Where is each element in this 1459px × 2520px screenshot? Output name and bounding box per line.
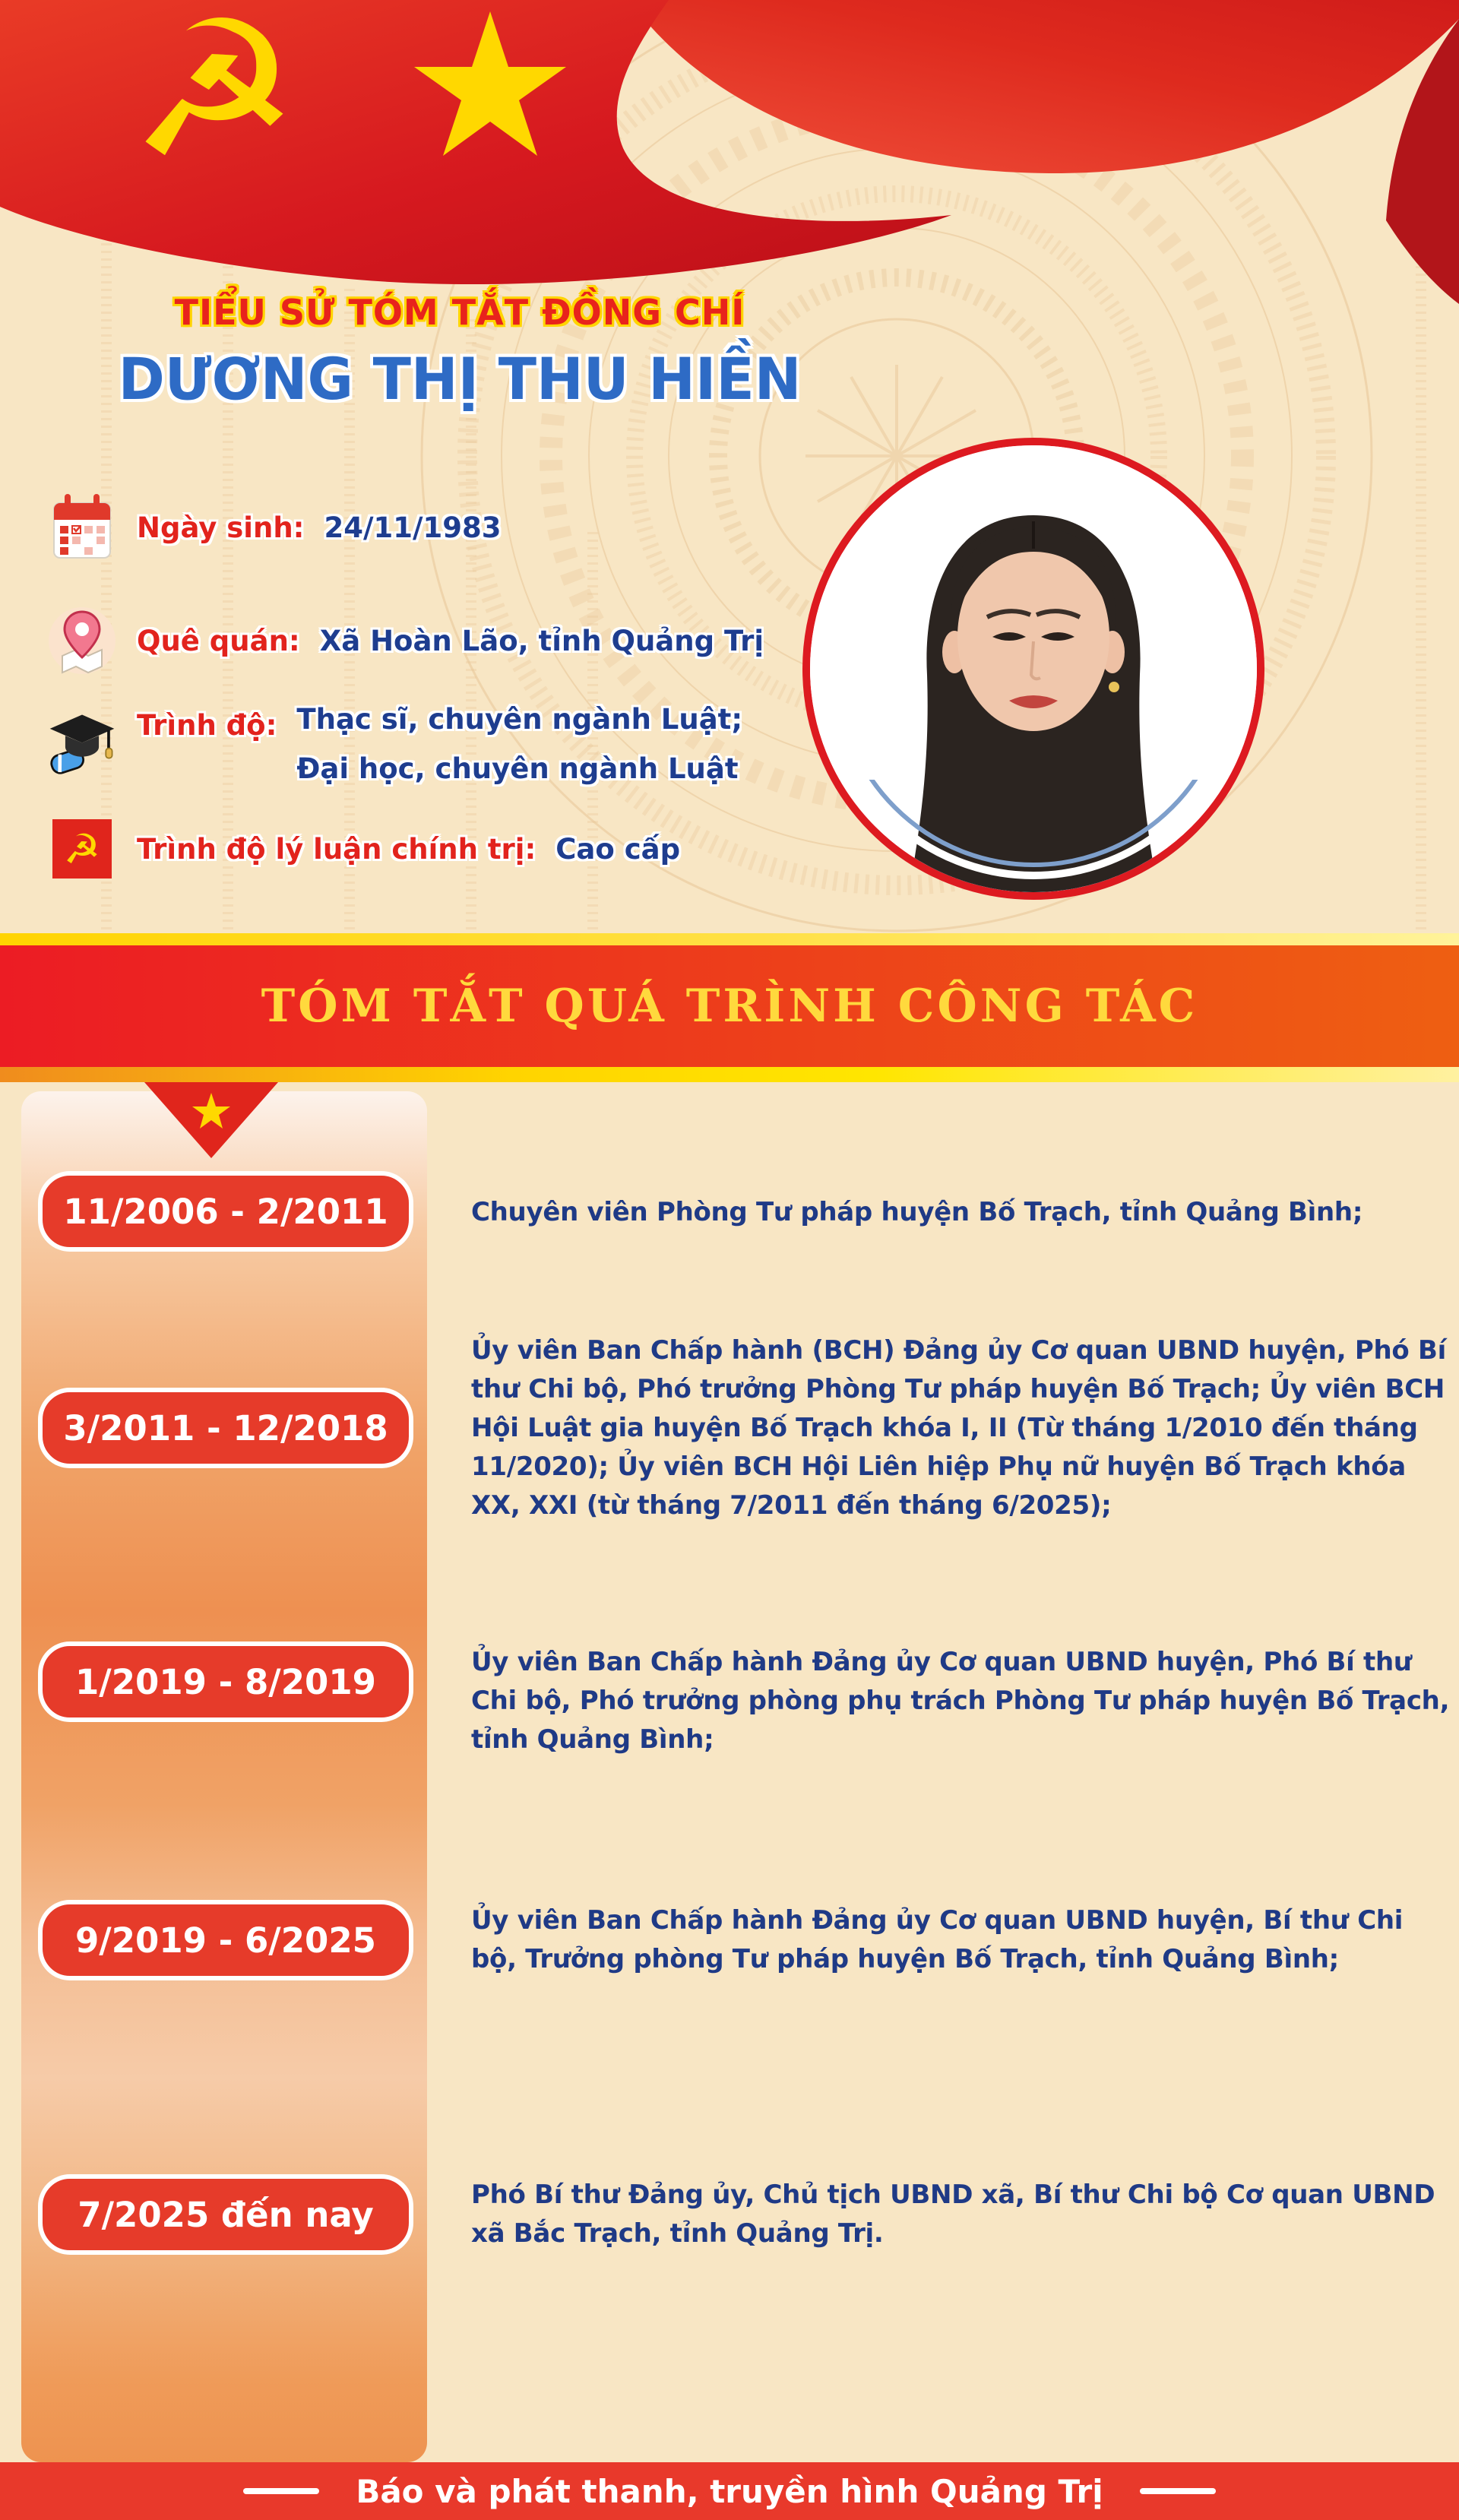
- timeline-description: Phó Bí thư Đảng ủy, Chủ tịch UBND xã, Bí thư Chi bộ Cơ quan UBND xã Bắc Trạch, tỉnh Quảng Trị.: [471, 2180, 1435, 2249]
- party-flag-icon: ☭: [47, 819, 117, 879]
- location-pin-icon: [47, 603, 117, 679]
- info-label: Trình độ:: [137, 709, 277, 742]
- portrait-illustration: [810, 445, 1257, 892]
- yellow-strip-top: [0, 933, 1459, 945]
- timeline-period: 9/2019 - 6/2025: [38, 1900, 413, 1980]
- info-label: Ngày sinh:: [137, 511, 305, 544]
- timeline-period: 11/2006 - 2/2011: [38, 1171, 413, 1252]
- portrait-photo: [802, 438, 1264, 900]
- info-value: Thạc sĩ, chuyên ngành Luật;: [296, 703, 743, 736]
- calendar-icon: [47, 492, 117, 562]
- section-title: TÓM TẮT QUÁ TRÌNH CÔNG TÁC: [261, 980, 1198, 1033]
- footer-credit: Báo và phát thanh, truyền hình Quảng Trị: [356, 2472, 1103, 2510]
- timeline-column: [21, 1091, 427, 2462]
- flag-ribbon-fold: [629, 0, 1459, 173]
- footer-bar: [0, 2462, 1459, 2520]
- graduation-cap-icon: [47, 706, 117, 785]
- person-name: DƯƠNG THỊ THU HIỀN: [118, 345, 802, 413]
- timeline-description: Ủy viên Ban Chấp hành (BCH) Đảng ủy Cơ quan UBND huyện, Phó Bí thư Chi bộ, Phó trưởng Phòng Tư pháp huyện Bố Trạch; Ủy viên BCH Hội Luật gia huyện Bố Trạch khóa I, II (Từ tháng 1/2010 đến tháng 11/2020); Ủy viên BCH Hội Liên hiệp Phụ nữ huyện Bố Trạch khóa XX, XXI (từ tháng 7/2011 đến tháng 6/2025);: [471, 1335, 1446, 1521]
- timeline-period: 3/2011 - 12/2018: [38, 1388, 413, 1468]
- info-value-line2: Đại học, chuyên ngành Luật: [296, 752, 739, 785]
- title-block: [76, 292, 843, 413]
- timeline-description: Ủy viên Ban Chấp hành Đảng ủy Cơ quan UBND huyện, Phó Bí thư Chi bộ, Phó trưởng phòng phụ trách Phòng Tư pháp huyện Bố Trạch, tỉnh Quảng Bình;: [471, 1647, 1450, 1755]
- timeline-period: 1/2019 - 8/2019: [38, 1641, 413, 1722]
- timeline-description: Chuyên viên Phòng Tư pháp huyện Bố Trạch, tỉnh Quảng Bình;: [471, 1197, 1363, 1227]
- pennant-flag: [144, 1082, 278, 1158]
- info-row-political-theory: [47, 819, 680, 879]
- timeline-period: 7/2025 đến nay: [38, 2174, 413, 2255]
- section-band: [0, 945, 1459, 1067]
- yellow-strip-bottom: [0, 1067, 1459, 1082]
- hammer-and-sickle-icon: ☭: [129, 0, 299, 200]
- info-row-birthdate: [47, 492, 501, 562]
- poster-subtitle: TIỂU SỬ TÓM TẮT ĐỒNG CHÍ: [174, 292, 745, 333]
- footer-dash-left: [243, 2488, 319, 2494]
- timeline-description: Ủy viên Ban Chấp hành Đảng ủy Cơ quan UBND huyện, Bí thư Chi bộ, Trưởng phòng Tư pháp huyện Bố Trạch, tỉnh Quảng Bình;: [471, 1905, 1404, 1974]
- info-value: 24/11/1983: [324, 511, 502, 544]
- info-label: Trình độ lý luận chính trị:: [137, 832, 536, 866]
- info-row-hometown: [47, 603, 764, 679]
- info-row-education: [47, 703, 742, 785]
- footer-dash-right: [1140, 2488, 1216, 2494]
- info-value: Xã Hoàn Lão, tỉnh Quảng Trị: [319, 624, 764, 657]
- info-value: Cao cấp: [555, 832, 681, 866]
- info-label: Quê quán:: [137, 624, 300, 657]
